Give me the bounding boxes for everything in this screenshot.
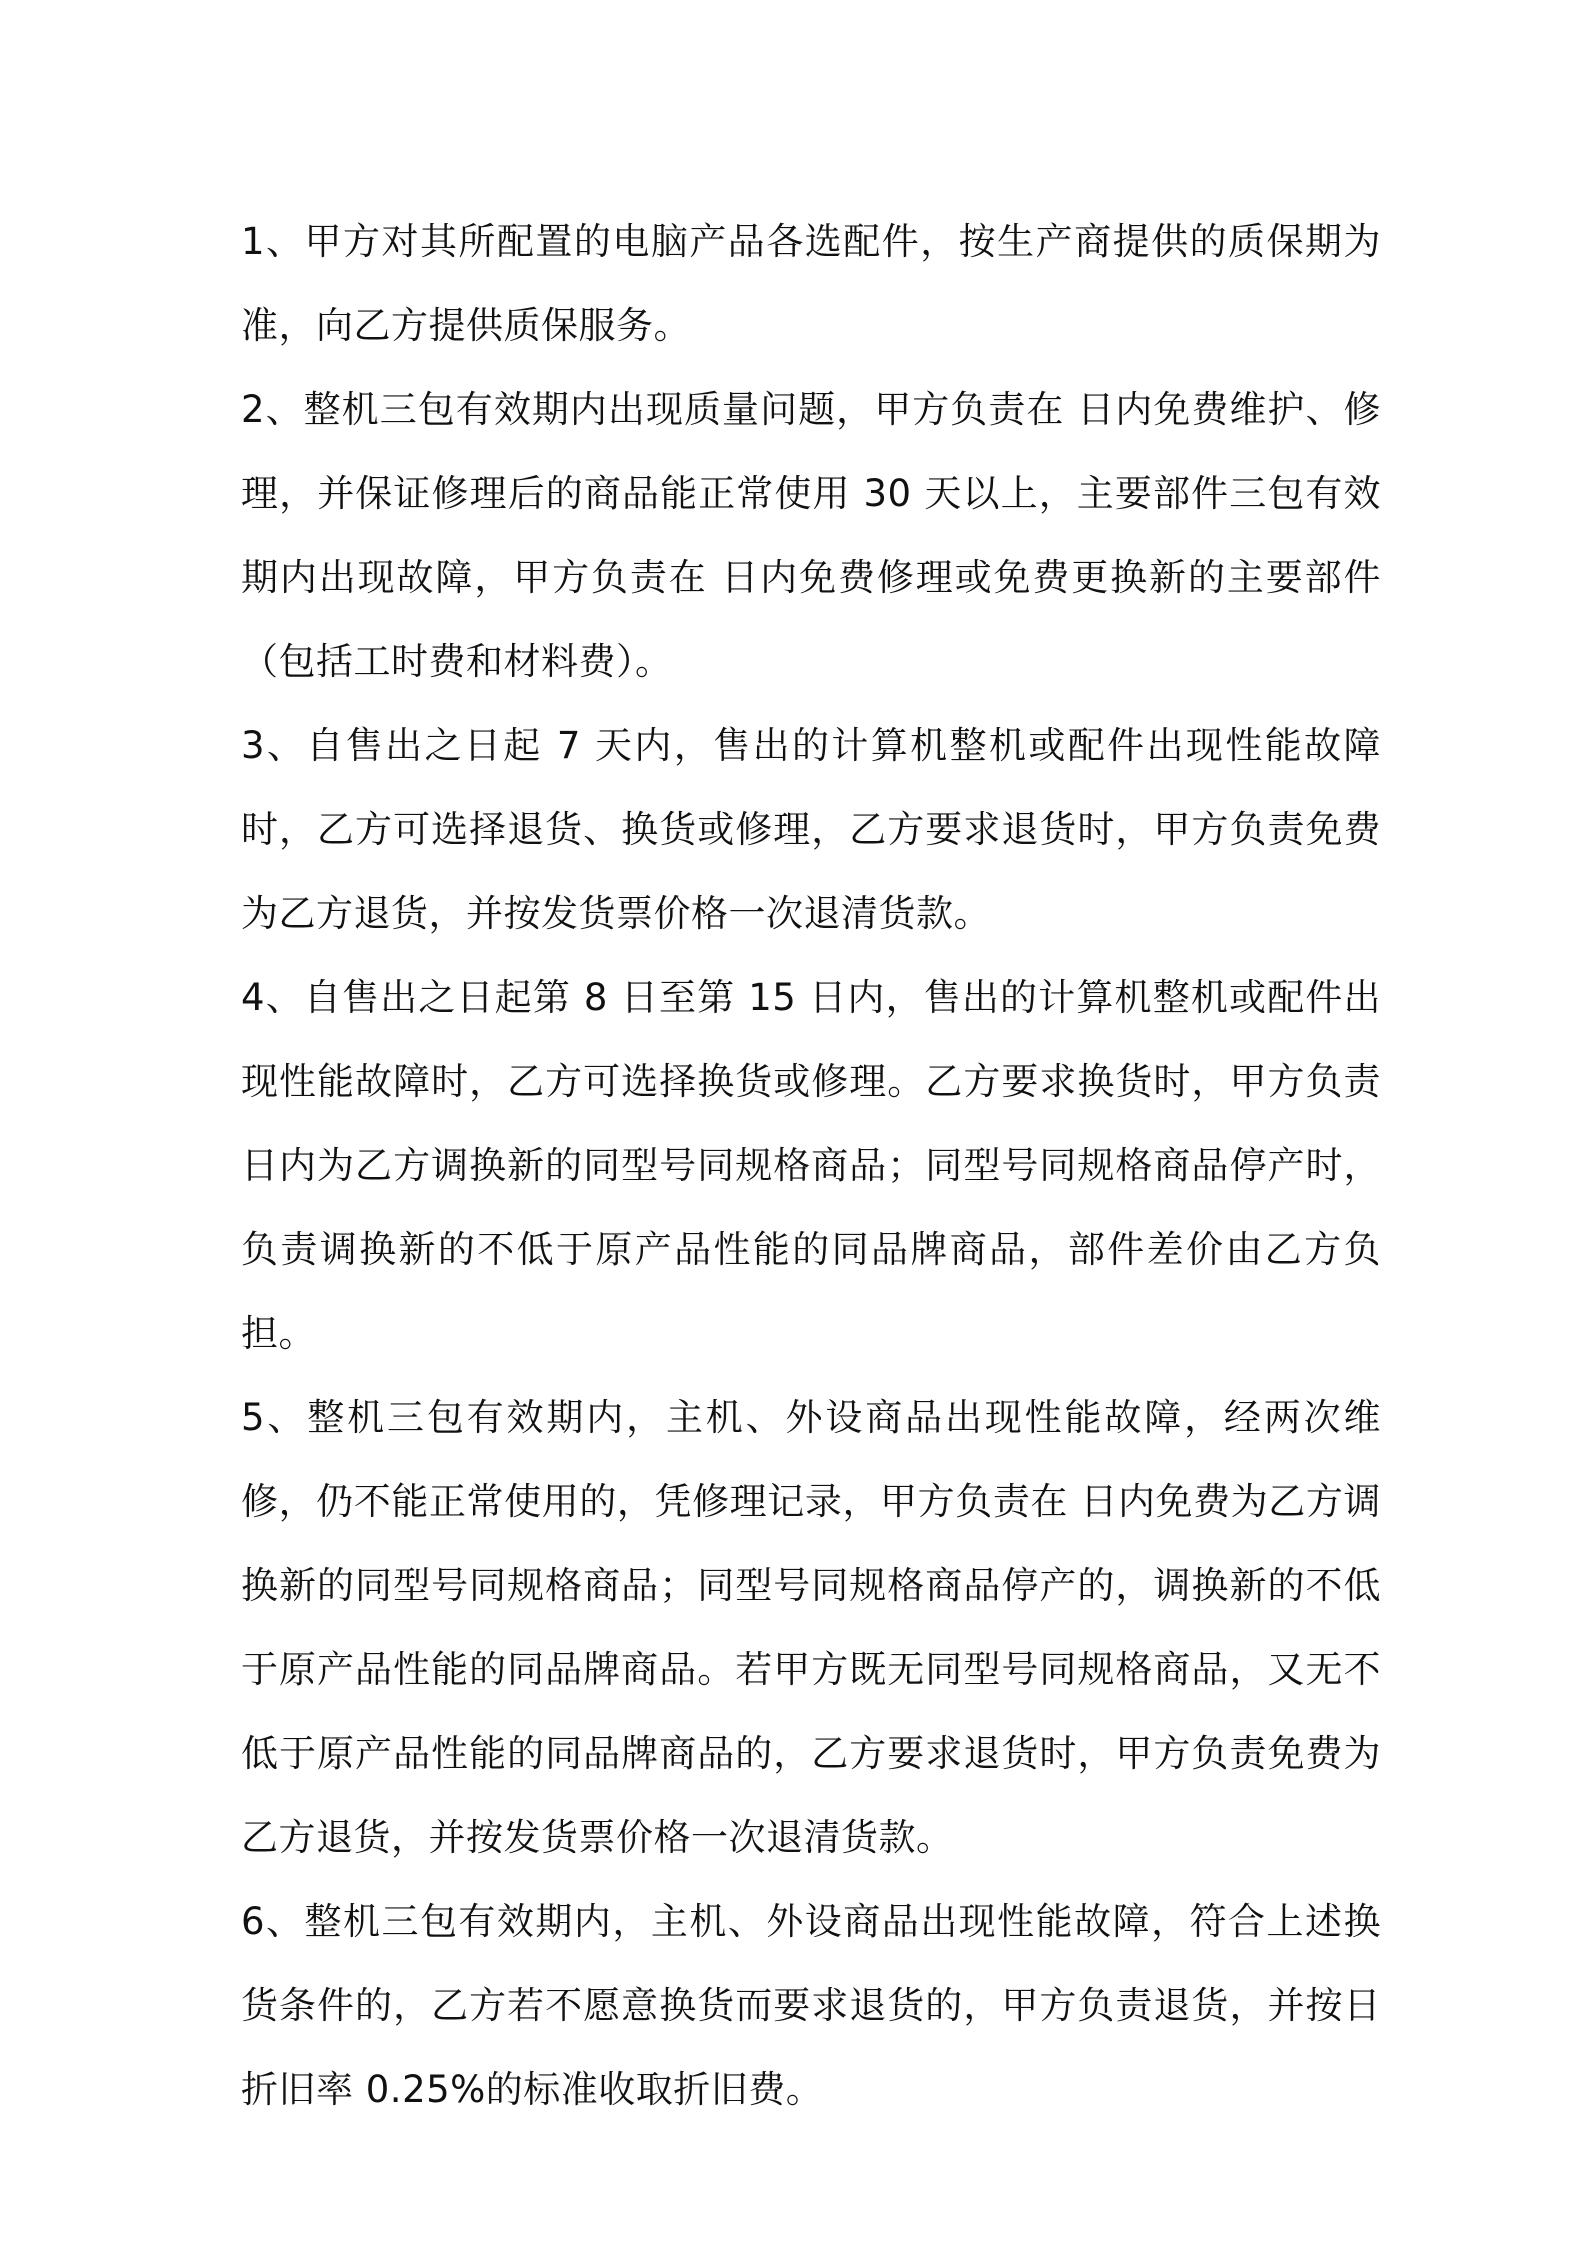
- clause-2: 2、整机三包有效期内出现质量问题，甲方负责在 日内免费维护、修理，并保证修理后的商品能正常使用 30 天以上，主要部件三包有效期内出现故障，甲方负责在 日内免费修理或免费更换新的主要部件（包括工时费和材料费）。: [241, 388, 1381, 683]
- clause-5: 5、整机三包有效期内，主机、外设商品出现性能故障，经两次维修，仍不能正常使用的，凭修理记录，甲方负责在 日内免费为乙方调换新的同型号同规格商品；同型号同规格商品停产的，调换新的不低于原产品性能的同品牌商品。若甲方既无同型号同规格商品，又无不低于原产品性能的同品牌商品的，乙方要求退货时，甲方负责免费为乙方退货，并按发货票价格一次退清货款。: [241, 1396, 1381, 1859]
- clause-1: 1、甲方对其所配置的电脑产品各选配件，按生产商提供的质保期为准，向乙方提供质保服务。: [241, 220, 1381, 347]
- document-body: [241, 200, 1381, 2132]
- clause-4: 4、自售出之日起第 8 日至第 15 日内，售出的计算机整机或配件出现性能故障时，乙方可选择换货或修理。乙方要求换货时，甲方负责 日内为乙方调换新的同型号同规格商品；同型号同规格商品停产时，负责调换新的不低于原产品性能的同品牌商品，部件差价由乙方负担。: [241, 976, 1381, 1355]
- clause-3: 3、自售出之日起 7 天内，售出的计算机整机或配件出现性能故障时，乙方可选择退货、换货或修理，乙方要求退货时，甲方负责免费为乙方退货，并按发货票价格一次退清货款。: [241, 724, 1381, 935]
- clause-6: 6、整机三包有效期内，主机、外设商品出现性能故障，符合上述换货条件的，乙方若不愿意换货而要求退货的，甲方负责退货，并按日折旧率 0.25%的标准收取折旧费。: [241, 1900, 1381, 2111]
